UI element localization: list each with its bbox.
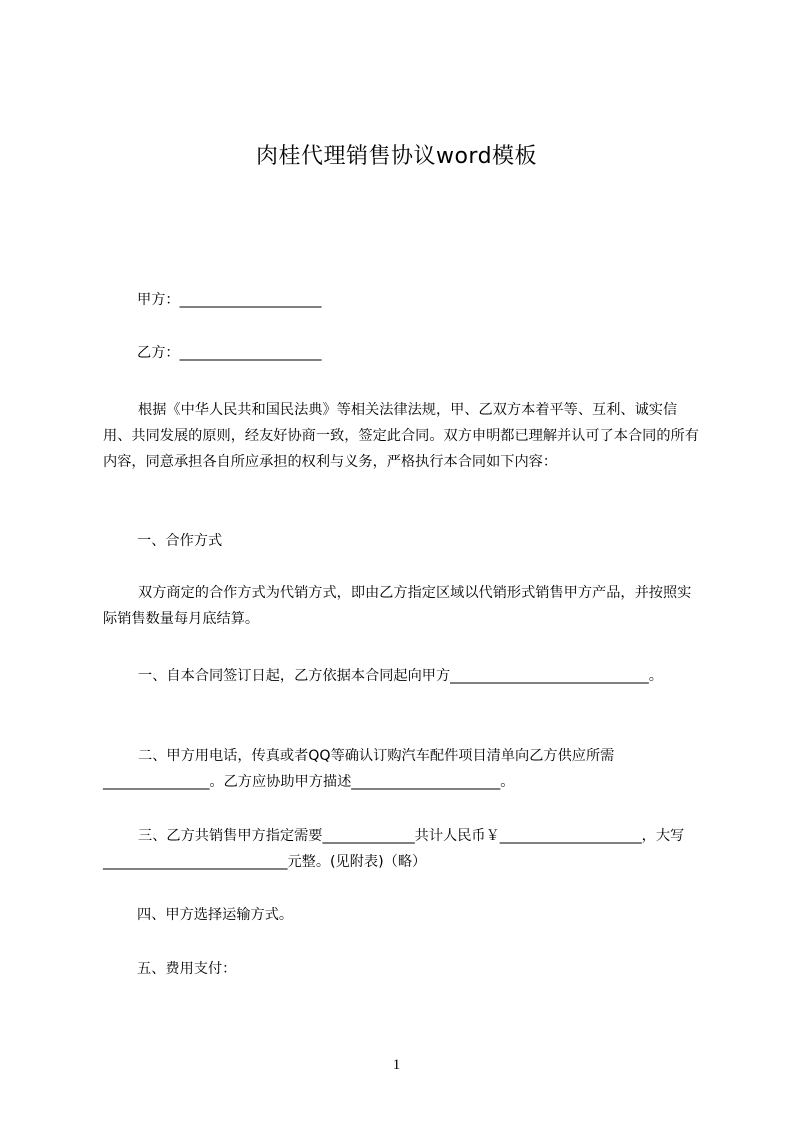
preamble-paragraph: 根据《中华人民共和国民法典》等相关法律法规，甲、乙双方本着平等、互利、诚实信用、共同发展的原则，经友好协商一致，签定此合同。双方申明都已理解并认可了本合同的所有内容，同意承担各自所应承担的权利与义务，严格执行本合同如下内容：: [103, 402, 699, 470]
party-b-line: 乙方：____________________: [137, 345, 322, 361]
clause-3-paragraph: 三、乙方共销售甲方指定需要_____________共计人民币￥____________________，大写__________________________元整。(见附表)（略）: [103, 828, 685, 870]
section1-heading: 一、合作方式: [137, 533, 223, 549]
clause-2-paragraph: 二、甲方用电话，传真或者QQ等确认订购汽车配件项目清单向乙方供应所需_______________。乙方应协助甲方描述_____________________。: [103, 748, 615, 790]
party-a-line: 甲方：____________________: [137, 292, 322, 308]
clause-1-paragraph: 一、自本合同签订日起，乙方依据本合同起向甲方____________________________。: [138, 668, 663, 684]
clause-4-paragraph: 四、甲方选择运输方式。: [137, 907, 294, 923]
document-title: 肉桂代理销售协议word模板: [255, 144, 538, 169]
clause-5-paragraph: 五、费用支付：: [137, 961, 237, 977]
section1-paragraph: 双方商定的合作方式为代销方式，即由乙方指定区域以代销形式销售甲方产品，并按照实际销售数量每月底结算。: [103, 585, 692, 627]
page-number: 1: [392, 1057, 401, 1073]
